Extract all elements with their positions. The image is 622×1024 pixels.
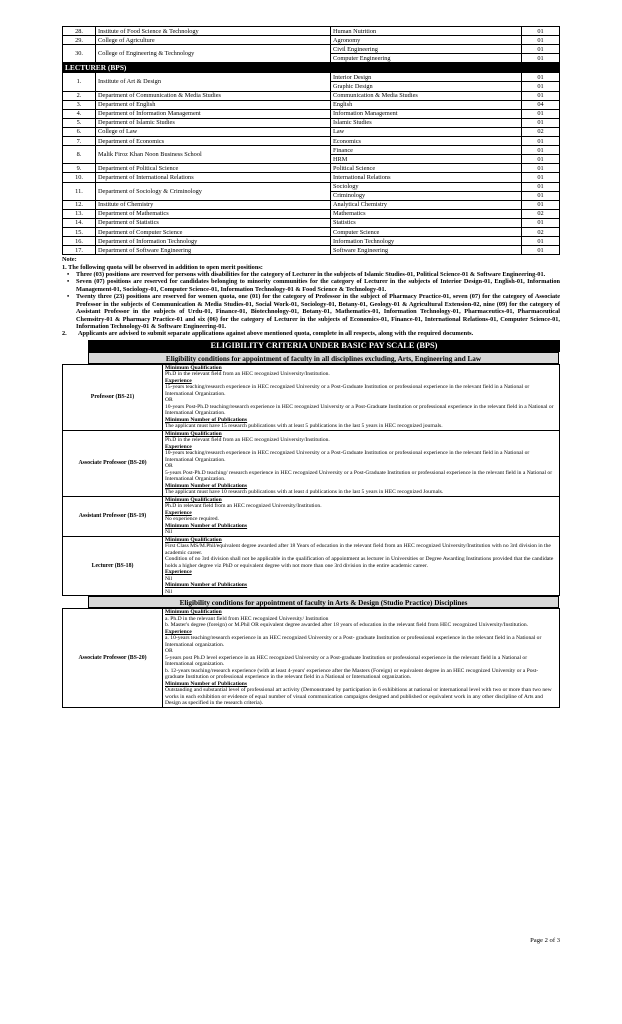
department-name: Department of Communication & Media Studies: [96, 91, 331, 100]
criteria-heading: Minimum Qualification: [165, 496, 222, 503]
section2-title: Eligibility conditions for appointment of faculty in Arts & Design (Studio Practice) Disciplines: [88, 596, 559, 608]
row-number: 30.: [63, 45, 96, 63]
subject-name: Computer Engineering: [331, 54, 522, 63]
eligibility-row: [63, 496, 560, 536]
quota-list: [62, 271, 560, 330]
row-number: 4.: [63, 109, 96, 118]
table-row: [63, 173, 560, 182]
criteria-heading: Minimum Number of Publications: [165, 582, 248, 589]
criteria-text: 5-years post Ph.D level experience in an HEC recognized University or a Post-graduate Institution or professional experience in the relevant field in a National or International organization.: [165, 654, 528, 668]
row-number: 13.: [63, 209, 96, 218]
note-point-2-number: 2.: [62, 330, 67, 338]
post-count: 01: [522, 91, 560, 100]
criteria-text: 15-years teaching/research experience in HEC recognized University or a Post-Graduate Institution or professional experience in the relevant field in a National or International Organization.: [165, 384, 530, 397]
post-count: 01: [522, 200, 560, 209]
post-count: 02: [522, 209, 560, 218]
criteria-heading: Minimum Number of Publications: [165, 522, 248, 529]
table-row: [63, 209, 560, 218]
criteria-text: OR: [165, 648, 173, 655]
department-name: Department of Computer Science: [96, 227, 331, 236]
row-number: 14.: [63, 218, 96, 227]
post-count: 01: [522, 36, 560, 45]
criteria-heading: Minimum Qualification: [165, 364, 222, 371]
table-row: [63, 109, 560, 118]
post-count: 04: [522, 100, 560, 109]
table-row: [63, 91, 560, 100]
subject-name: Mathematics: [331, 209, 522, 218]
criteria-heading: Experience: [165, 377, 192, 384]
criteria-heading: Minimum Qualification: [165, 430, 222, 437]
quota-item: • Three (03) positions are reserved for persons with disabilities for the category of Lecturer in the subjects of Islamic Studies-01, Political Science-01 & Software Engineering-01.: [76, 271, 560, 278]
criteria-cell: [163, 430, 560, 496]
department-name: Institute of Food Science & Technology: [96, 27, 331, 36]
subject-name: Finance: [331, 146, 522, 155]
criteria-heading: Minimum Qualification: [165, 536, 222, 543]
notes-section: [62, 256, 560, 337]
table-row: [63, 146, 560, 155]
quota-item: • Twenty three (23) positions are reserved for women quota, one (01) for the category of Professor in the subject of Pharmacy Practice-01, seven (07) for the category of Associate Professor in the subjects of Communication & Media Studies-01, Social Work-01, Sociology-01, Botany-01, Geology-01 & Agricultural Extension-02, nine (09) for the category of Assistant Professor in the subjects of Urdu-01, Finance-01, Biotechnology-01, Botany-01, Mathematics-01, Information Technology-01, Pharmaceutics-01, Pharmaceutical Chemsitry-01 & Pharmacy Practice-01 and six (06) for the category of Lecturer in the subjects of Economics-01, Finance-01, International Relations-01, Computer Science-01, Information Technology-01 & Software Engineering-01.: [76, 293, 560, 330]
department-name: Department of Islamic Studies: [96, 118, 331, 127]
criteria-heading: Experience: [165, 509, 192, 516]
department-name: Institute of Art & Design: [96, 73, 331, 91]
subject-name: Economics: [331, 137, 522, 146]
criteria-text: b. Master's degree (foreign) or M.Phil OR equivalent degree awarded after 18 years of education in the relevant field from HEC recognized University/Institution.: [165, 622, 529, 629]
criteria-text: OR: [165, 463, 173, 470]
eligibility-row: [63, 609, 560, 708]
row-number: 2.: [63, 91, 96, 100]
criteria-text: The applicant must have 15 research publications with at least 5 publications in the last 5 years in HEC recognized journals.: [165, 423, 443, 430]
post-count: 02: [522, 127, 560, 136]
table-row: [63, 200, 560, 209]
criteria-text: Nil: [165, 588, 173, 595]
row-number: 11.: [63, 182, 96, 200]
criteria-text: Nil: [165, 575, 173, 582]
department-name: Department of Statistics: [96, 218, 331, 227]
department-name: Department of Software Engineering: [96, 246, 331, 255]
post-count: 01: [522, 182, 560, 191]
subject-name: Statistics: [331, 218, 522, 227]
criteria-text: First Class MS/M.Phil/equivalent degree awarded after 18 Years of education in the relevant field from an HEC recognized University/Institution with no 3rd division in the academic career.: [165, 543, 551, 556]
subject-name: Islamic Studies: [331, 118, 522, 127]
post-count: 01: [522, 118, 560, 127]
notes-title: Note:: [62, 256, 77, 264]
department-name: Department of Economics: [96, 137, 331, 146]
post-title: Assistant Professor (BS-19): [63, 496, 163, 536]
row-number: 3.: [63, 100, 96, 109]
criteria-heading: Experience: [165, 628, 192, 635]
table-row: [63, 73, 560, 82]
subject-name: Communication & Media Studies: [331, 91, 522, 100]
post-count: 01: [522, 54, 560, 63]
subject-name: Human Nutrition: [331, 27, 522, 36]
table-row: [63, 237, 560, 246]
eligibility-row: [63, 536, 560, 596]
criteria-text: 10-years Post-Ph.D teaching/research experience in HEC recognized University or a Post-Graduate Institution or professional experience in the relevant field in a National or International Organization.: [165, 403, 554, 417]
criteria-heading: Minimum Number of Publications: [165, 680, 248, 687]
table-row: [63, 246, 560, 255]
criteria-heading: Experience: [165, 443, 192, 450]
criteria-text: Ph.D in the relevant field from an HEC recognized University/Institution.: [165, 371, 330, 378]
table-row: [63, 182, 560, 191]
table-row: [63, 36, 560, 45]
subject-name: Information Technology: [331, 237, 522, 246]
table-row: [63, 118, 560, 127]
note-point-2: [62, 330, 560, 337]
criteria-text: No experience required.: [165, 516, 219, 523]
criteria-text: Nil: [165, 529, 173, 536]
row-number: 10.: [63, 173, 96, 182]
table-row: [63, 127, 560, 136]
subject-name: Graphic Design: [331, 82, 522, 91]
row-number: 6.: [63, 127, 96, 136]
subject-name: Criminology: [331, 191, 522, 200]
subject-name: Sociology: [331, 182, 522, 191]
criteria-text: 5-years Post-Ph.D teaching/ research experience in HEC recognized University or a Post-Graduate Institution or professional experience in the relevant field in a National or International Organization.: [165, 469, 553, 483]
department-name: College of Engineering & Technology: [96, 45, 331, 63]
subject-name: English: [331, 100, 522, 109]
table-row: [63, 227, 560, 236]
table-row: [63, 100, 560, 109]
subject-name: HRM: [331, 155, 522, 164]
department-name: Department of International Relations: [96, 173, 331, 182]
criteria-text: a. Ph.D in the relevant field from HEC recognized University/ Institution: [165, 615, 329, 622]
lecturer-header-row: [63, 63, 560, 73]
positions-table: [62, 26, 560, 255]
document-page: [62, 26, 560, 708]
subject-name: Computer Science: [331, 227, 522, 236]
department-name: Department of Information Management: [96, 109, 331, 118]
row-number: 5.: [63, 118, 96, 127]
criteria-text: The applicant must have 10 research publications with at least 4 publications in the last 5 years in HEC recognized Journals.: [165, 489, 444, 496]
post-count: 02: [522, 227, 560, 236]
criteria-cell: [163, 536, 560, 596]
post-count: 01: [522, 45, 560, 54]
eligibility-title: ELIGIBILITY CRITERIA UNDER BASIC PAY SCALE (BPS): [88, 340, 560, 352]
department-name: Institute of Chemistry: [96, 200, 331, 209]
row-number: 15.: [63, 227, 96, 236]
row-number: 1.: [63, 73, 96, 91]
criteria-heading: Minimum Number of Publications: [165, 482, 248, 489]
criteria-cell: [163, 609, 560, 708]
department-name: Department of Political Science: [96, 164, 331, 173]
table-row: [63, 137, 560, 146]
notes-intro: 1. The following quota will be observed in addition to open merit positions:: [62, 263, 263, 271]
post-count: 01: [522, 109, 560, 118]
criteria-text: Outstanding and substantial level of professional art activity (Demonstrated by participation in 6 exhibitions at national or international level with two or more than two new works in each exhibition or evidence of equal number of visual communication campaigns designed and published or equivalent work in any other discipline of Arts and Design as specified in the research criteria).: [165, 687, 552, 707]
subject-name: Civil Engineering: [331, 45, 522, 54]
criteria-text: a. 10-years teaching/research experience in an HEC recognized University or a Post- graduate Institution or professional experience in the relevant field in a National or International organization.: [165, 635, 542, 648]
row-number: 7.: [63, 137, 96, 146]
criteria-cell: [163, 496, 560, 536]
eligibility-row: [63, 364, 560, 430]
post-count: 01: [522, 82, 560, 91]
subject-name: Interior Design: [331, 73, 522, 82]
post-count: 01: [522, 164, 560, 173]
row-number: 28.: [63, 27, 96, 36]
row-number: 8.: [63, 146, 96, 164]
department-name: Department of Information Technology: [96, 237, 331, 246]
post-title: Associate Professor (BS-20): [63, 609, 163, 708]
subject-name: Analytical Chemistry: [331, 200, 522, 209]
department-name: Malik Firoz Khan Noon Business School: [96, 146, 331, 164]
table-row: [63, 45, 560, 54]
note-point-2-text: Applicants are advised to submit separate applications against above mentioned quota, complete in all respects, along with the required documents.: [78, 330, 474, 338]
post-count: 01: [522, 137, 560, 146]
subject-name: International Relations: [331, 173, 522, 182]
department-name: Department of Sociology & Criminology: [96, 182, 331, 200]
criteria-text: Ph.D in the relevant field from an HEC recognized University/Institution.: [165, 437, 330, 444]
subject-name: Law: [331, 127, 522, 136]
post-count: 01: [522, 218, 560, 227]
table-row: [63, 218, 560, 227]
criteria-cell: [163, 364, 560, 430]
post-title: Associate Professor (BS-20): [63, 430, 163, 496]
department-name: College of Agriculture: [96, 36, 331, 45]
post-count: 01: [522, 27, 560, 36]
criteria-text: 10-years teaching/research experience in HEC recognized University or a Post-Graduate Institution or professional experience in the relevant field in a National or International Organization.: [165, 450, 530, 463]
criteria-heading: Minimum Number of Publications: [165, 416, 248, 423]
criteria-text: Condition of no 3rd division shall not be applicable in the qualification of appointment as lecturer in Universities or Degree Awarding Institutions provided that the candidate holds a higher degree viz PhD or equivalent degree with not more than one 3rd division in the entire academic career.: [165, 556, 554, 569]
row-number: 16.: [63, 237, 96, 246]
post-count: 01: [522, 173, 560, 182]
criteria-heading: Experience: [165, 569, 192, 576]
subject-name: Software Engineering: [331, 246, 522, 255]
table-row: [63, 164, 560, 173]
post-count: 01: [522, 191, 560, 200]
department-name: Department of Mathematics: [96, 209, 331, 218]
criteria-text: OR: [165, 397, 173, 404]
post-title: Lecturer (BS-18): [63, 536, 163, 596]
post-count: 01: [522, 146, 560, 155]
row-number: 29.: [63, 36, 96, 45]
criteria-heading: Minimum Qualification: [165, 609, 222, 616]
eligibility-row: [63, 430, 560, 496]
post-title: Professor (BS-21): [63, 364, 163, 430]
page-number: Page 2 of 3: [530, 937, 560, 944]
eligibility-table-2: [62, 608, 560, 708]
subject-name: Political Science: [331, 164, 522, 173]
post-count: 01: [522, 155, 560, 164]
quota-item: • Seven (07) positions are reserved for candidates belonging to minority communities for the category of Lecturer in the subjects of Interior Design-01, English-01, Information Management-01, Sociology-01, Computer Science-01, Information Technology-01 & Food Science & Technology-01.: [76, 278, 560, 293]
post-count: 01: [522, 237, 560, 246]
department-name: College of Law: [96, 127, 331, 136]
eligibility-table-1: [62, 364, 560, 597]
department-name: Department of English: [96, 100, 331, 109]
row-number: 9.: [63, 164, 96, 173]
table-row: [63, 27, 560, 36]
subject-name: Agronomy: [331, 36, 522, 45]
criteria-text: b. 12-years teaching/research experience (with at least 4-years' experience after the Masters (Foreign) or equivalent degree in an HEC recognized University or a Post-graduate Institution or professional experience in the relevant field in a National or International organization.: [165, 667, 539, 681]
criteria-text: Ph.D in relevant field from an HEC recognized University/Institution.: [165, 503, 322, 510]
post-count: 01: [522, 73, 560, 82]
section1-title: Eligibility conditions for appointment of faculty in all disciplines excluding, Arts, Engineering and Law: [88, 352, 559, 364]
row-number: 17.: [63, 246, 96, 255]
row-number: 12.: [63, 200, 96, 209]
lecturer-header: LECTURER (BPS): [63, 63, 560, 73]
post-count: 01: [522, 246, 560, 255]
subject-name: Information Management: [331, 109, 522, 118]
